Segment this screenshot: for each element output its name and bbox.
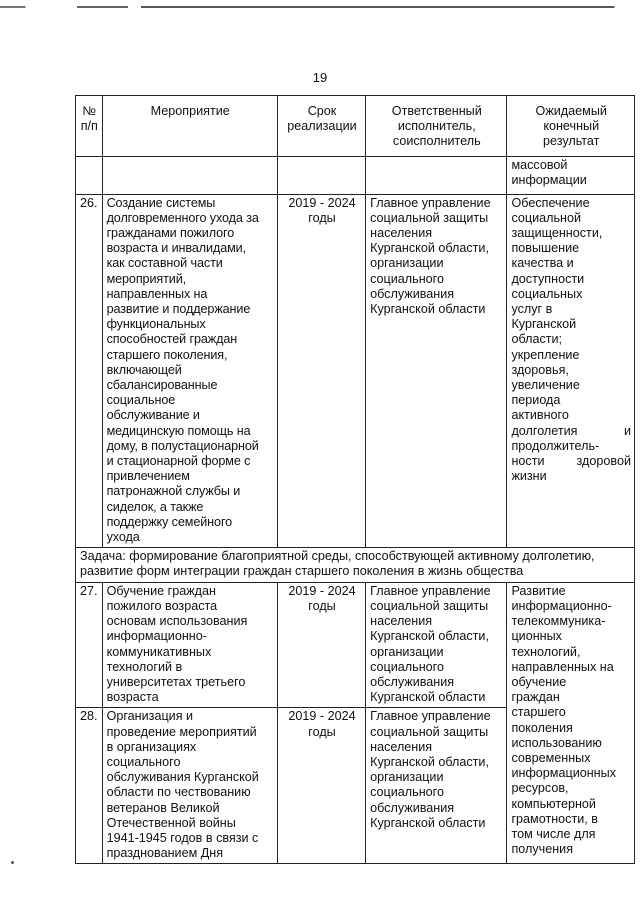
header-term [277,96,365,157]
row27-term [277,582,365,708]
text-line: грамотности, в [511,811,598,826]
text-line: соисполнитель [392,134,481,149]
text-line: населения [370,739,433,754]
text-line: массовой [511,157,568,172]
justified-word: продолжитель- [511,438,600,453]
text-line: Обеспечение [511,195,590,210]
header-result [507,96,635,157]
row26-result-main [511,196,631,424]
text-line: доступности [511,271,585,286]
cont-responsible [366,156,507,194]
text-line: ветеранов Великой [106,800,220,815]
justified-line [511,424,631,439]
justified-word: долголетия [511,423,578,438]
text-line: населения [370,614,433,629]
text-line: компьютерной [511,796,596,811]
text-line: здоровья, [511,362,569,377]
text-line: патронажной службы и [106,484,241,499]
justified-word: ности [511,454,545,469]
text-line: включающей [106,362,182,377]
cont-event [102,156,277,194]
text-line: населения [370,226,433,241]
text-line: поколения [511,720,573,735]
text-line: социального [370,271,444,286]
text-line: увеличение [511,378,580,393]
text-line: телекоммуника- [511,614,606,629]
row28-event [102,708,277,864]
text-line: области; [511,332,563,347]
text-line: привлечением [106,469,190,484]
text-line: социального [370,785,444,800]
text-line: социальной [511,210,582,225]
text-line: Курганской области [370,815,486,830]
text-line: защищенности, [511,226,603,241]
text-line: и стационарной форме с [106,454,251,469]
text-line: Курганской области, [370,241,489,256]
text-line: информационных [511,766,616,781]
text-line: организации [370,256,444,271]
text-line: Курганской области, [370,629,489,644]
row27-28-result [507,582,635,864]
text-line: сбалансированные [106,378,218,393]
text-line: функциональных [106,317,206,332]
text-line: обслуживания [370,800,455,815]
text-line: обслуживание и [106,408,200,423]
text-line: Главное управление [370,709,491,724]
text-line: современных [511,750,591,765]
text-line: празднованием Дня [106,846,224,861]
text-line: обслуживания [370,286,455,301]
text-line: долговременного ухода за [106,210,259,225]
text-line: социальное [106,393,176,408]
header-responsible [366,96,507,157]
text-line: реализации [287,119,357,134]
text-line: годы [308,724,336,739]
row26-num: 26. [76,194,103,548]
scan-edge-line [0,6,640,8]
text-line: области по чествованию [106,785,251,800]
text-line: информационно- [106,629,207,644]
text-line: социальных [511,286,583,301]
scan-speck [11,861,14,864]
text-line: результат [543,134,600,149]
text-line: том числе для [511,826,596,841]
text-line: поддержку семейного [106,514,233,529]
table-row-27 [76,582,635,708]
text-line: Ответственный [391,104,482,118]
text-line: качества и [511,256,574,271]
text-line: Развитие [511,583,566,598]
cont-num [76,156,103,194]
text-line: Ожидаемый [535,104,607,118]
justified-word: здоровой [576,454,631,469]
text-line: старшего [511,705,566,720]
text-line: старшего поколения, [106,347,228,362]
text-line: в организациях [106,739,197,754]
cont-result [507,156,635,194]
text-line: граждан [511,690,560,705]
text-line: социальной защиты [370,724,489,739]
text-line: Срок [307,104,337,118]
text-line: социальной защиты [370,598,489,613]
text-line: Главное управление [370,583,491,598]
text-line: гражданами пожилого [106,226,235,241]
text-line: № [82,104,97,118]
text-line: повышение [511,241,580,256]
text-line: технологий, [511,644,581,659]
text-line: активного [511,408,569,423]
text-line: способностей граждан [106,332,238,347]
text-line: организации [370,644,444,659]
text-line: сиделок, а также [106,499,204,514]
text-line: возраста [106,690,159,705]
text-line: мероприятий, [106,271,187,286]
row26-term [277,194,365,548]
text-line: Курганской области, [370,754,489,769]
row28-term [277,708,365,864]
text-line: Курганской области [370,690,486,705]
row27-num: 27. [76,582,103,708]
continuation-row [76,156,635,194]
text-line: 2019 - 2024 [288,583,356,598]
text-line: социального [370,659,444,674]
text-line: конечный [543,119,600,134]
task-row [76,548,635,582]
header-event [102,96,277,157]
text-line: услуг в [511,302,553,317]
text-line: периода [511,393,561,408]
text-line: развитие и поддержание [106,302,251,317]
text-line: технологий в [106,659,183,674]
text-line: медицинскую помощь на [106,423,251,438]
table-row-26 [76,194,635,548]
row26-event [102,194,277,548]
text-line: Организация и [106,709,194,724]
justified-line [511,454,631,469]
text-line: Курганской области [370,302,486,317]
text-line: обслуживания Курганской [106,770,259,785]
text-line: Мероприятие [150,104,230,118]
text-line: основам использования [106,614,248,629]
text-line: пожилого возраста [106,598,218,613]
text-line: информационно- [511,598,612,613]
text-line: коммуникативных [106,644,212,659]
text-line: Обучение граждан [106,583,216,598]
text-line: Главное управление [370,195,491,210]
text-line: информации [511,172,587,187]
text-line: обслуживания [370,674,455,689]
task-text: Задача: формирование благоприятной среды, способствующей активному долголетию, развитие форм интеграции граждан старшего поколения в жизнь общества [76,548,635,582]
row27-event [102,582,277,708]
text-line: направленных на [106,286,208,301]
page-number: 19 [312,70,328,85]
text-line: исполнитель, [397,119,476,134]
text-line: дому, в полустационарной [106,438,259,453]
text-line: 1941-1945 годов в связи с [106,830,259,845]
justified-word: и [623,423,631,438]
text-line: проведение мероприятий [106,724,257,739]
text-line: 2019 - 2024 [288,709,356,724]
text-line: 2019 - 2024 [288,195,356,210]
text-line: как составной части [106,256,223,271]
text-line: обучение [511,674,567,689]
text-line: организации [370,770,444,785]
row26-result-tail: жизни [511,469,547,484]
row26-responsible [366,194,507,548]
text-line: ресурсов, [511,781,569,796]
row27-responsible [366,582,507,708]
measures-table [75,95,635,864]
row26-result-spread [511,424,631,470]
text-line: социального [106,754,181,769]
text-line: использованию [511,735,602,750]
table-header-row [76,96,635,157]
justified-line [511,439,631,454]
text-line: возраста и инвалидами, [106,241,246,256]
header-num [76,96,103,157]
text-line: университетах третьего [106,674,246,689]
text-line: годы [308,210,336,225]
text-line: Отечественной войны [106,815,236,830]
text-line: ухода [106,530,140,545]
row28-responsible [366,708,507,864]
cont-term [277,156,365,194]
row28-num: 28. [76,708,103,864]
row26-result [507,194,635,548]
text-line: укрепление [511,347,580,362]
text-line: получения [511,842,574,857]
text-line: Создание системы [106,195,216,210]
text-line: направленных на [511,659,614,674]
text-line: п/п [80,119,98,134]
text-line: ционных [511,629,562,644]
text-line: Курганской [511,317,577,332]
text-line: годы [308,598,336,613]
text-line: социальной защиты [370,210,489,225]
